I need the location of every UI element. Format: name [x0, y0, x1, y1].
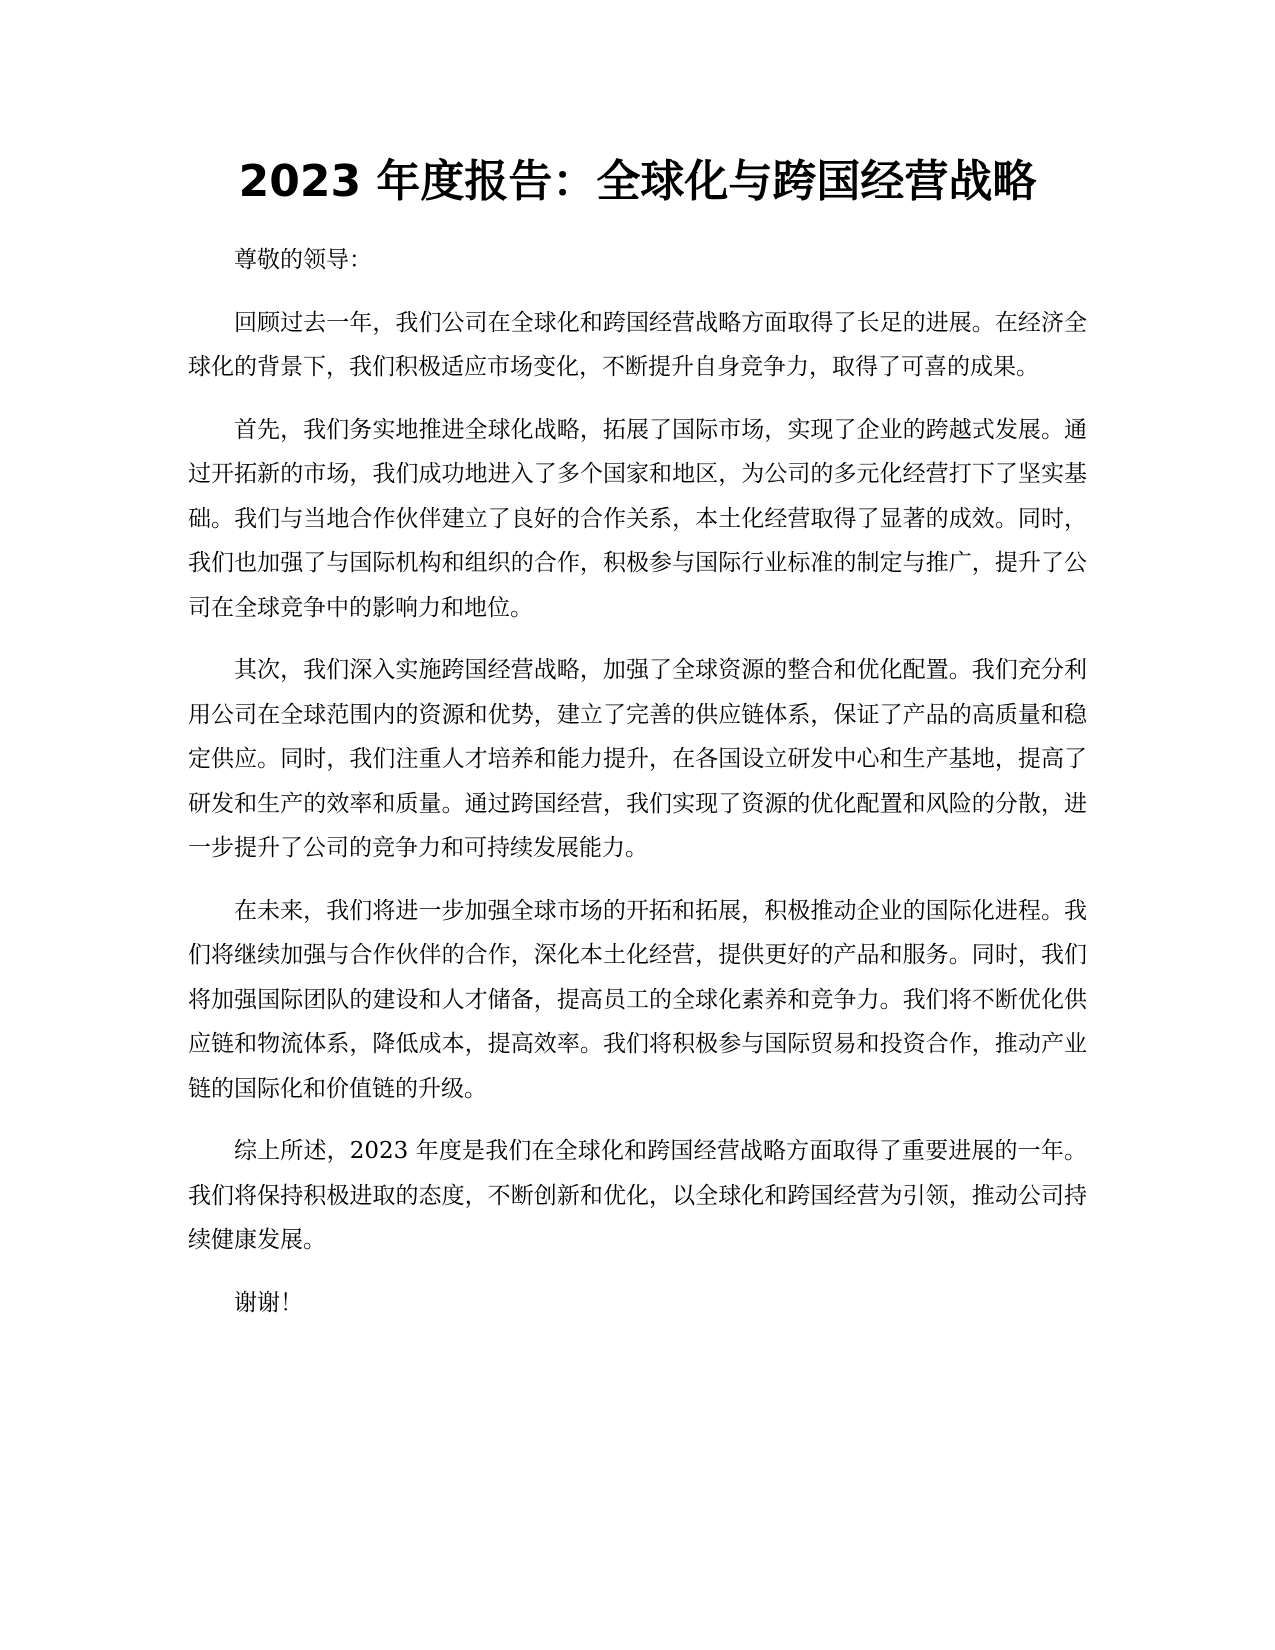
paragraph-review: 回顾过去一年，我们公司在全球化和跨国经营战略方面取得了长足的进展。在经济全球化的背景下，我们积极适应市场变化，不断提升自身竞争力，取得了可喜的成果。	[188, 309, 1087, 380]
document-title: 2023 年度报告：全球化与跨国经营战略	[238, 156, 1037, 207]
paragraph-future: 在未来，我们将进一步加强全球市场的开拓和拓展，积极推动企业的国际化进程。我们将继续加强与合作伙伴的合作，深化本土化经营，提供更好的产品和服务。同时，我们将加强国际团队的建设和人才储备，提高员工的全球化素养和竞争力。我们将不断优化供应链和物流体系，降低成本，提高效率。我们将积极参与国际贸易和投资合作，推动产业链的国际化和价值链的升级。	[188, 897, 1087, 1102]
salutation: 尊敬的领导：	[234, 247, 372, 273]
closing: 谢谢！	[234, 1289, 303, 1316]
paragraph-transnational: 其次，我们深入实施跨国经营战略，加强了全球资源的整合和优化配置。我们充分利用公司在全球范围内的资源和优势，建立了完善的供应链体系，保证了产品的高质量和稳定供应。同时，我们注重人才培养和能力提升，在各国设立研发中心和生产基地，提高了研发和生产的效率和质量。通过跨国经营，我们实现了资源的优化配置和风险的分散，进一步提升了公司的竞争力和可持续发展能力。	[188, 657, 1087, 861]
paragraph-summary: 综上所述，2023 年度是我们在全球化和跨国经营战略方面取得了重要进展的一年。我们将保持积极进取的态度，不断创新和优化，以全球化和跨国经营为引领，推动公司持续健康发展。	[188, 1138, 1087, 1253]
document-body	[188, 238, 1087, 1343]
paragraph-globalization: 首先，我们务实地推进全球化战略，拓展了国际市场，实现了企业的跨越式发展。通过开拓新的市场，我们成功地进入了多个国家和地区，为公司的多元化经营打下了坚实基础。我们与当地合作伙伴建立了良好的合作关系，本土化经营取得了显著的成效。同时，我们也加强了与国际机构和组织的合作，积极参与国际行业标准的制定与推广，提升了公司在全球竞争中的影响力和地位。	[188, 416, 1087, 621]
